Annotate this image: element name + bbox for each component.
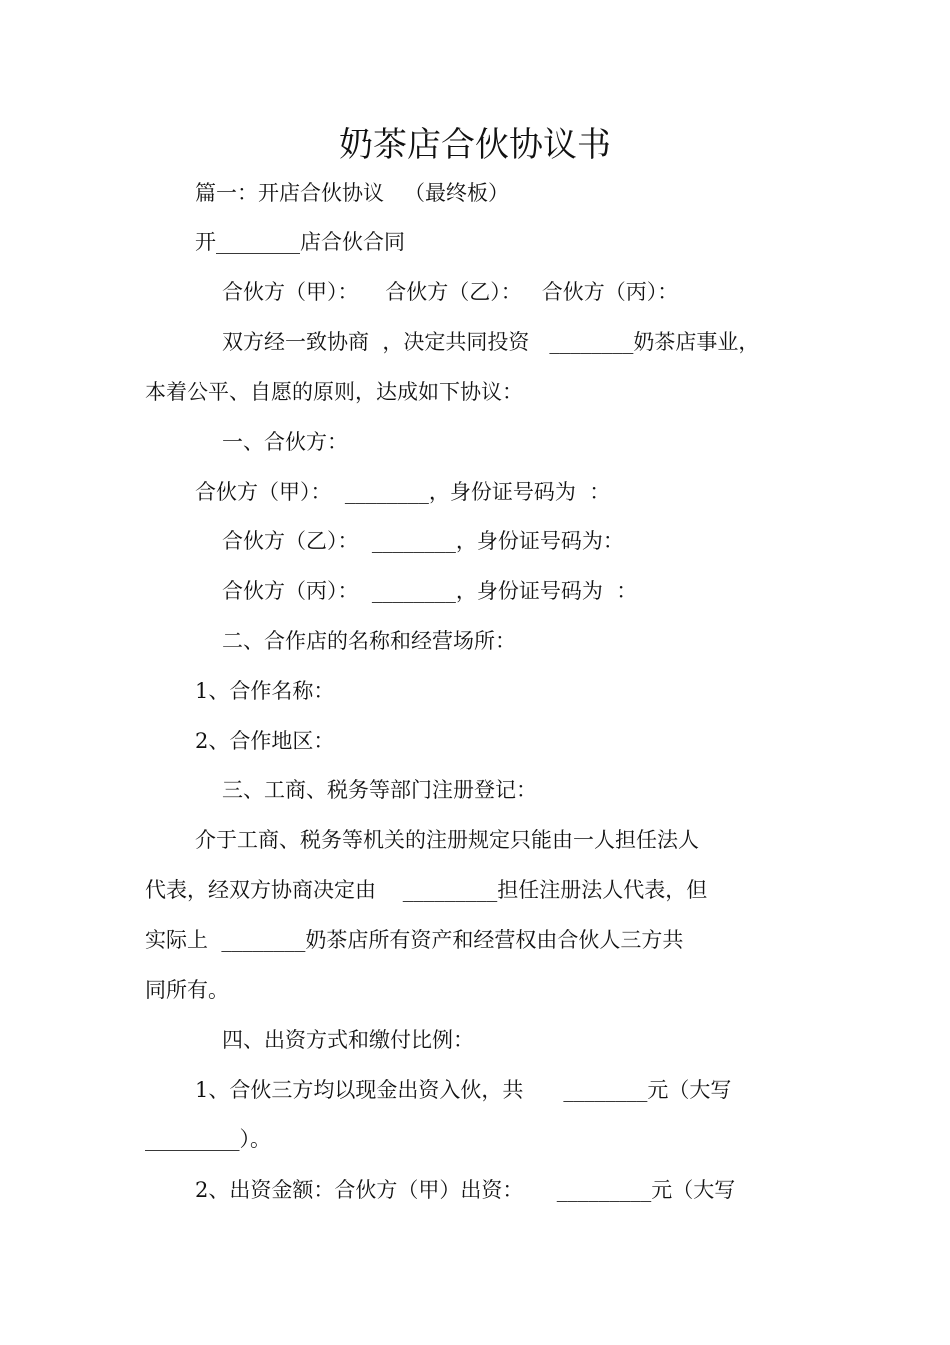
doc-line-10: 二、合作店的名称和经营场所：: [222, 629, 516, 653]
doc-line-9: 合伙方（丙）： ________，身份证号码为 ：: [222, 579, 638, 603]
doc-line-20: _________）。: [145, 1127, 271, 1151]
doc-line-11: 1、合作名称：: [195, 679, 335, 703]
doc-line-13: 三、工商、税务等部门注册登记：: [222, 778, 537, 802]
doc-line-14: 介于工商、税务等机关的注册规定只能由一人担任法人: [195, 828, 699, 852]
doc-line-8: 合伙方（乙）： ________，身份证号码为：: [222, 529, 624, 553]
doc-line-12: 2、合作地区：: [195, 729, 335, 753]
doc-line-3: 合伙方（甲）： 合伙方（乙）： 合伙方（丙）：: [222, 280, 679, 304]
doc-line-4: 双方经一致协商 ，决定共同投资 ________奶茶店事业，: [222, 330, 760, 354]
doc-line-7: 合伙方（甲）： ________，身份证号码为 ：: [195, 480, 611, 504]
doc-line-19: 1、合伙三方均以现金出资入伙，共 ________元（大写: [195, 1078, 732, 1102]
doc-line-21: 2、出资金额：合伙方（甲）出资： _________元（大写: [195, 1178, 736, 1202]
doc-line-5: 本着公平、自愿的原则，达成如下协议：: [145, 380, 523, 404]
document-title: 奶茶店合伙协议书: [339, 125, 611, 165]
doc-line-17: 同所有。: [145, 978, 229, 1002]
doc-line-15: 代表，经双方协商决定由 _________担任注册法人代表，但: [145, 878, 708, 902]
doc-line-18: 四、出资方式和缴付比例：: [222, 1028, 474, 1052]
doc-line-2: 开________店合伙合同: [195, 230, 405, 254]
doc-line-6: 一、合伙方：: [222, 430, 348, 454]
doc-line-16: 实际上 ________奶茶店所有资产和经营权由合伙人三方共: [145, 928, 684, 952]
doc-line-1: 篇一：开店合伙协议 （最终板）: [195, 181, 510, 205]
